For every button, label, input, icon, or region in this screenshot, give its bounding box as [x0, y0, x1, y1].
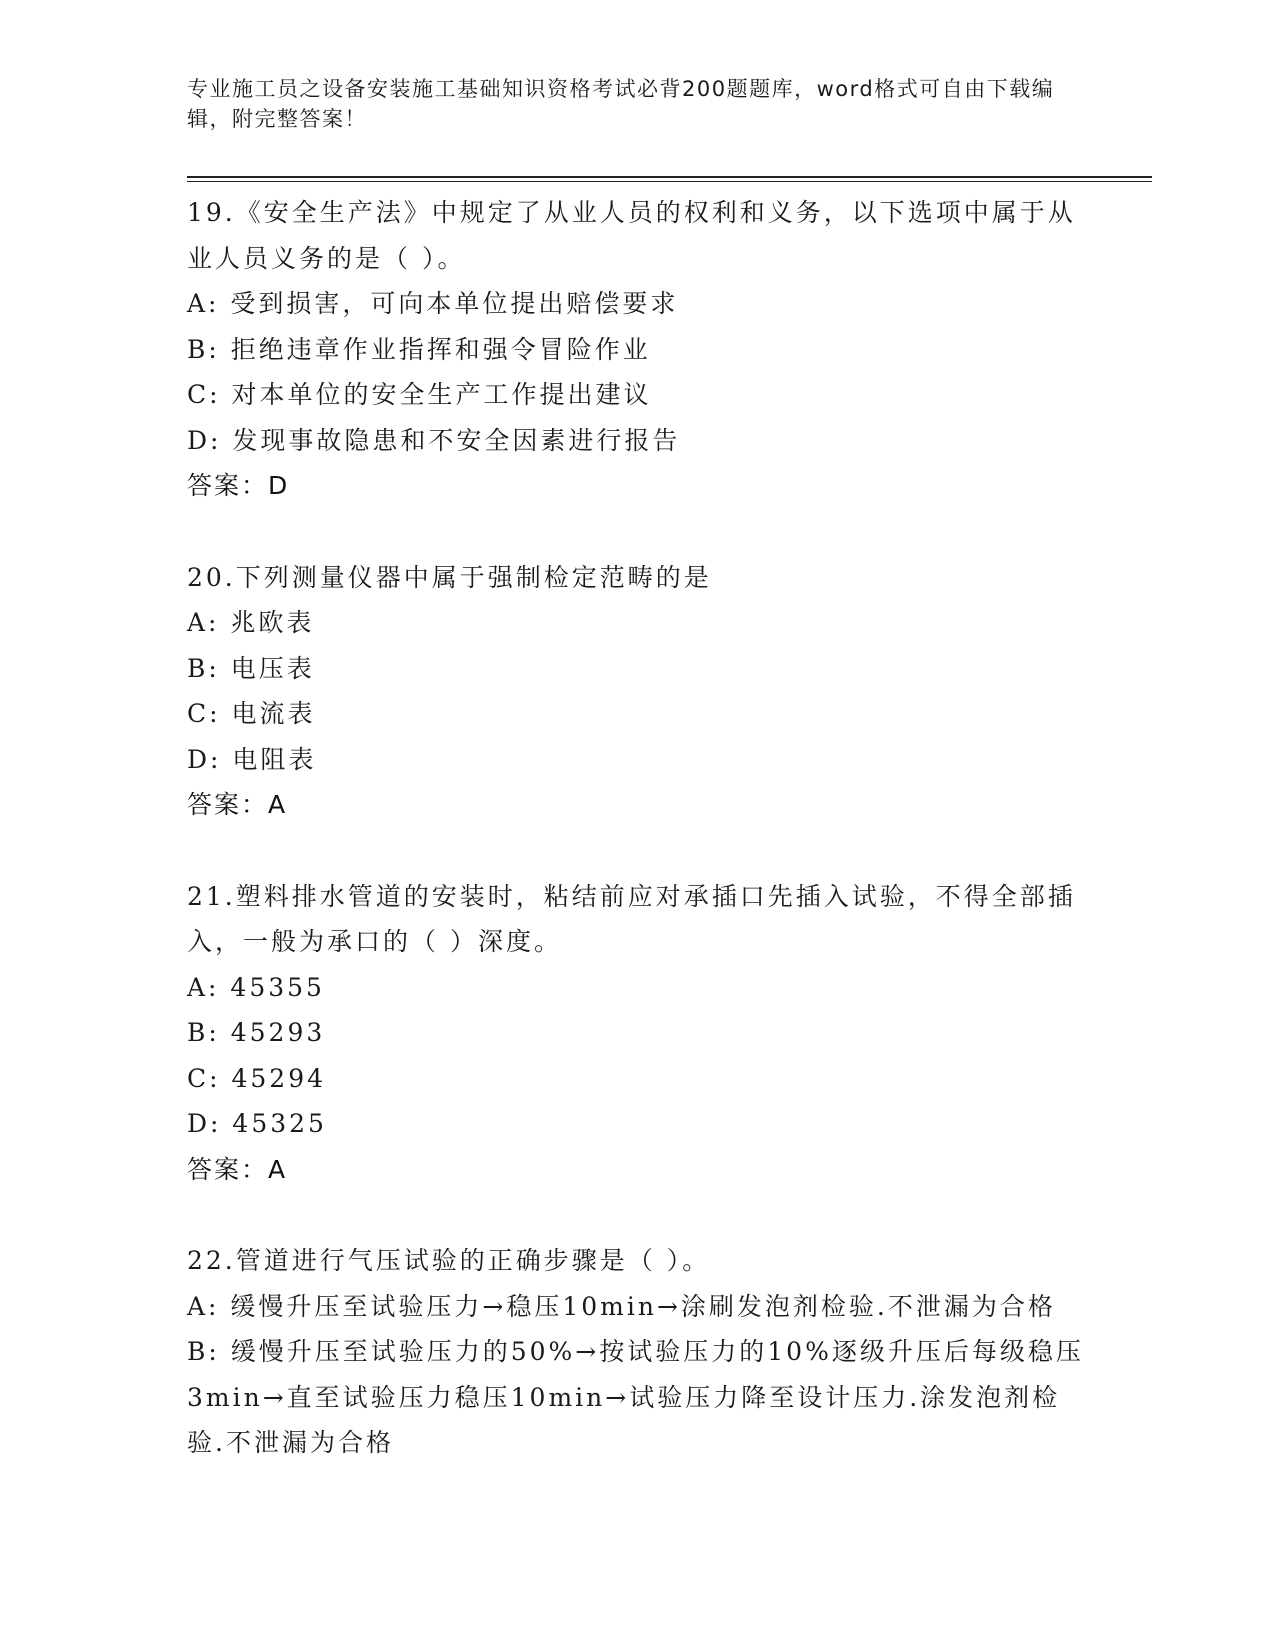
- option-b: B: 拒绝违章作业指挥和强令冒险作业: [187, 334, 651, 364]
- option-b: B: 45293: [187, 1018, 326, 1047]
- question-22: [187, 1238, 1087, 1466]
- option-d: D: 电阻表: [187, 744, 317, 774]
- option-b: B: 缓慢升压至试验压力的50%→按试验压力的10%逐级升压后每级稳压3min→直至试验压力稳压10min→试验压力降至设计压力.涂发泡剂检验.不泄漏为合格: [187, 1337, 1084, 1457]
- header-divider-thin: [187, 181, 1152, 182]
- option-d: D: 45325: [187, 1109, 327, 1138]
- answer-label: 答案：A: [187, 1154, 288, 1184]
- question-21: [187, 874, 1087, 1193]
- header-divider-thick: [187, 176, 1152, 178]
- answer-label: 答案：D: [187, 471, 290, 500]
- option-a: A: 45355: [187, 972, 325, 1002]
- question-stem: 20.下列测量仪器中属于强制检定范畴的是: [187, 562, 712, 592]
- answer-label: 答案：A: [187, 790, 288, 819]
- option-a: A: 兆欧表: [187, 608, 315, 637]
- option-a: A: 缓慢升压至试验压力→稳压10min→涂刷发泡剂检验.不泄漏为合格: [187, 1291, 1056, 1321]
- question-stem: 22.管道进行气压试验的正确步骤是（ ）。: [187, 1246, 711, 1275]
- option-d: D: 发现事故隐患和不安全因素进行报告: [187, 425, 681, 455]
- question-stem: 19.《安全生产法》中规定了从业人员的权利和义务，以下选项中属于从业人员义务的是（ ）。: [187, 198, 1076, 273]
- question-list: [187, 190, 1087, 1512]
- question-19: [187, 190, 1087, 509]
- option-c: C: 对本单位的安全生产工作提出建议: [187, 380, 652, 409]
- document-header: 专业施工员之设备安装施工基础知识资格考试必背200题题库，word格式可自由下载编辑，附完整答案！: [187, 77, 1055, 131]
- option-c: C: 电流表: [187, 699, 316, 728]
- option-b: B: 电压表: [187, 653, 315, 683]
- question-stem: 21.塑料排水管道的安装时，粘结前应对承插口先插入试验，不得全部插入，一般为承口的（ ）深度。: [187, 881, 1076, 956]
- option-a: A: 受到损害，可向本单位提出赔偿要求: [187, 289, 679, 318]
- question-20: [187, 555, 1087, 828]
- option-c: C: 45294: [187, 1063, 327, 1093]
